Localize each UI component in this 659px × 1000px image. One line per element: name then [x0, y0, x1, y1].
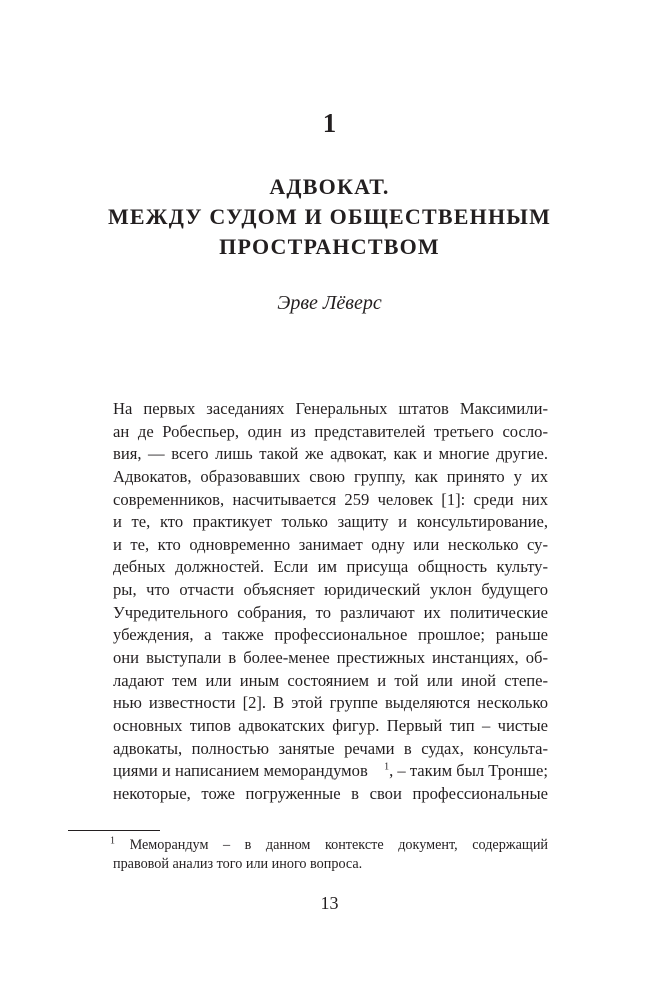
text-fragment: , – таким был Тронше; [389, 761, 548, 781]
body-text [113, 398, 548, 806]
footnote [68, 836, 548, 874]
text-line: ан де Робеспьер, один из представителей третьего сосло- [113, 421, 548, 441]
text-line [113, 760, 548, 783]
text-line: Адвокатов, образовавших свою группу, как принято у их [113, 466, 548, 486]
text-line: Учредительного собрания, то различают их политические [113, 602, 548, 622]
text-line: На первых заседаниях Генеральных штатов Максимили- [113, 399, 548, 418]
footnote-divider [68, 830, 160, 831]
text-line: адвокаты, полностью занятые речами в судах, консульта- [113, 738, 548, 758]
page-number: 13 [320, 893, 339, 913]
text-line: дебных должностей. Если им присуща общность культу- [113, 557, 548, 577]
text-line: ладают тем или иным состоянием и той или иной степе- [113, 670, 548, 690]
text-line: нью известности [2]. В этой группе выделяются несколько [113, 693, 548, 713]
text-line: вия, — всего лишь такой же адвокат, как и многие другие. [113, 444, 548, 464]
text-line: основных типов адвокатских фигур. Первый тип – чистые [113, 715, 548, 735]
footnote-marker: 1 [110, 835, 115, 847]
text-fragment: циями и написанием меморандумов [113, 761, 368, 781]
text-line: и те, кто одновременно занимает одну или несколько су- [113, 534, 548, 554]
chapter-number: 1 [322, 108, 337, 138]
footnote-line: правовой анализ того или иного вопроса. [113, 856, 363, 872]
text-line: убеждения, а также профессиональное прошлое; раньше [113, 625, 548, 645]
footnote-ref[interactable]: 1 [384, 761, 390, 773]
text-fragment [384, 760, 548, 783]
text-line: ры, что отчасти объясняет юридический уклон будущего [113, 580, 548, 600]
text-line: они выступали в более-менее престижных инстанциях, об- [113, 648, 548, 668]
footnote-line [68, 836, 548, 855]
footnote-text: Меморандум – в данном контексте документ, содержащий [129, 837, 549, 853]
chapter-title [0, 172, 659, 262]
text-line: и те, кто практикует только защиту и консультирование, [113, 512, 548, 532]
text-line: некоторые, тоже погруженные в свои профессиональные [113, 783, 548, 803]
author-name: Эрве Лёверс [277, 292, 382, 314]
title-line: ПРОСТРАНСТВОМ [219, 234, 440, 259]
title-line: МЕЖДУ СУДОМ И ОБЩЕСТВЕННЫМ [107, 204, 552, 229]
text-line: современников, насчитывается 259 человек [1]: среди них [113, 489, 548, 509]
title-line: АДВОКАТ. [269, 174, 390, 199]
